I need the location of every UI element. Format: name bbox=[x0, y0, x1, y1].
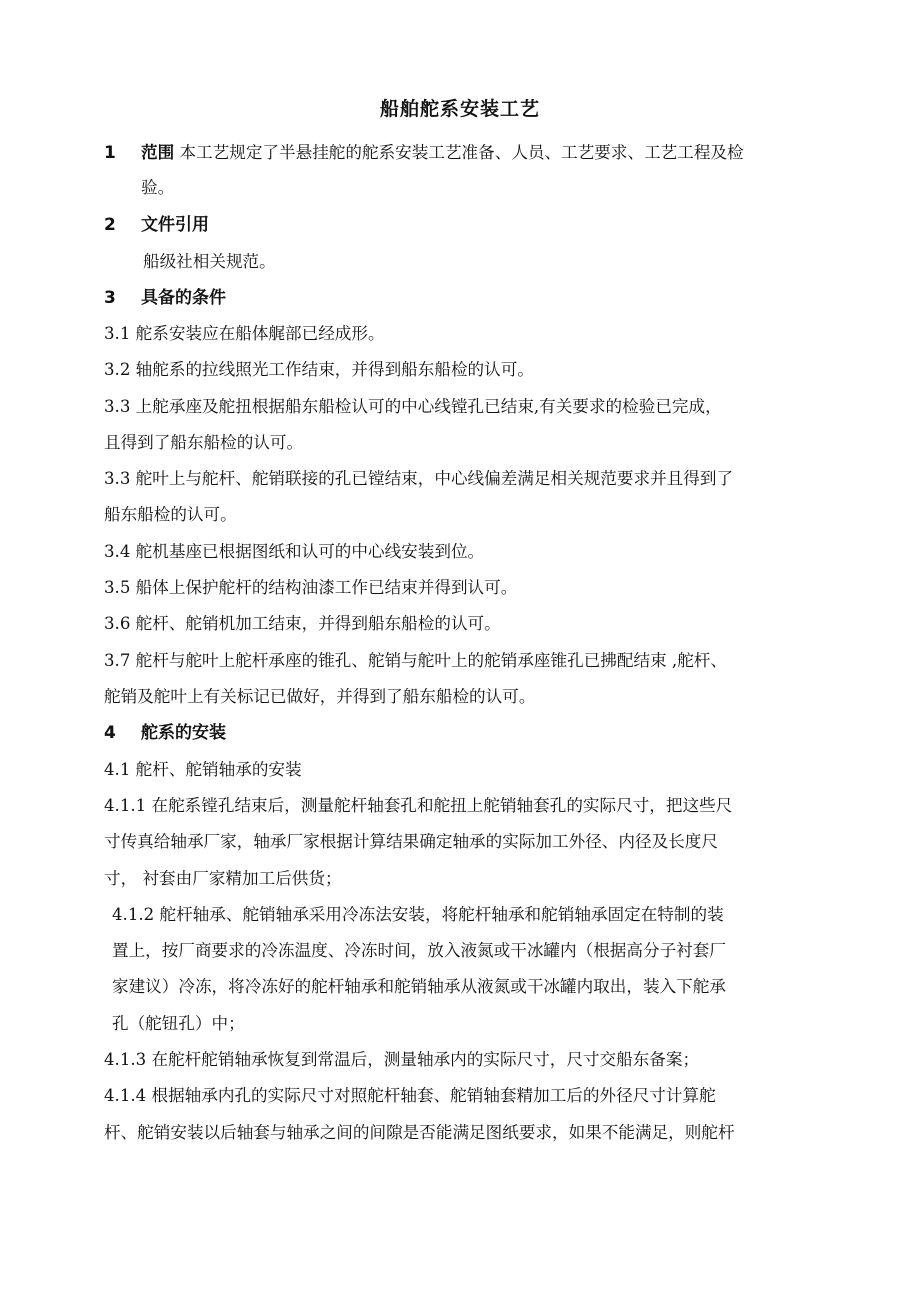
para-3-4: 3.4 舵机基座已根据图纸和认可的中心线安装到位。 bbox=[104, 542, 485, 561]
para-4-1-1-line-3: 寸， 衬套由厂家精加工后供货； bbox=[104, 869, 342, 888]
para-4-1-2-line-2: 置上，按厂商要求的冷冻温度、冷冻时间，放入液氮或干冰罐内（根据高分子衬套厂 bbox=[112, 941, 726, 960]
para-3-5: 3.5 船体上保护舵杆的结构油漆工作已结束并得到认可。 bbox=[104, 578, 518, 597]
document-title: 船舶舵系安装工艺 bbox=[379, 98, 540, 120]
section-4-heading: 舵系的安装 bbox=[141, 723, 226, 743]
para-3-2: 3.2 轴舵系的拉线照光工作结束，并得到船东船检的认可。 bbox=[104, 360, 534, 379]
section-3-heading: 具备的条件 bbox=[141, 288, 226, 308]
section-2-heading: 文件引用 bbox=[141, 215, 209, 235]
section-2-text: 船级社相关规范。 bbox=[143, 252, 276, 271]
section-3-number: 3 bbox=[104, 288, 116, 308]
para-4-1-4-line-2: 杆、舵销安装以后轴套与轴承之间的间隙是否能满足图纸要求，如果不能满足，则舵杆 bbox=[104, 1123, 735, 1142]
para-3-7-line-1: 3.7 舵杆与舵叶上舵杆承座的锥孔、舵销与舵叶上的舵销承座锥孔已拂配结束 ,舵杆、 bbox=[104, 651, 727, 670]
para-4-1: 4.1 舵杆、舵销轴承的安装 bbox=[104, 760, 302, 779]
section-2-number: 2 bbox=[104, 215, 116, 235]
section-1-text: 本工艺规定了半悬挂舵的舵系安装工艺准备、人员、工艺要求、工艺工程及检 bbox=[174, 143, 744, 162]
para-4-1-4-line-1: 4.1.4 根据轴承内孔的实际尺寸对照舵杆轴套、舵销轴套精加工后的外径尺寸计算舵 bbox=[104, 1086, 716, 1105]
para-4-1-1-line-1: 4.1.1 在舵系镗孔结束后，测量舵杆轴套孔和舵扭上舵销轴套孔的实际尺寸，把这些尺 bbox=[104, 796, 733, 815]
para-3-3a-line-2: 且得到了船东船检的认可。 bbox=[104, 433, 304, 452]
section-4-number: 4 bbox=[104, 723, 116, 743]
para-3-1: 3.1 舵系安装应在船体艉部已经成形。 bbox=[104, 324, 385, 343]
section-1-number: 1 bbox=[104, 143, 116, 163]
para-3-3b-line-1: 3.3 舵叶上与舵杆、舵销联接的孔已镗结束，中心线偏差满足相关规范要求并且得到了 bbox=[104, 469, 734, 488]
para-3-3a-line-1: 3.3 上舵承座及舵扭根据船东船检认可的中心线镗孔已结束,有关要求的检验已完成， bbox=[104, 397, 722, 416]
section-1-heading: 范围 bbox=[141, 143, 175, 162]
para-3-7-line-2: 舵销及舵叶上有关标记已做好，并得到了船东船检的认可。 bbox=[104, 687, 536, 706]
para-4-1-2-line-4: 孔（舵钮孔）中； bbox=[112, 1014, 245, 1033]
para-3-6: 3.6 舵杆、舵销机加工结束，并得到船东船检的认可。 bbox=[104, 614, 501, 633]
para-4-1-3: 4.1.3 在舵杆舵销轴承恢复到常温后，测量轴承内的实际尺寸，尺寸交船东备案； bbox=[104, 1050, 700, 1069]
para-4-1-2-line-3: 家建议）冷冻，将冷冻好的舵杆轴承和舵销轴承从液氮或干冰罐内取出，装入下舵承 bbox=[112, 977, 726, 996]
para-4-1-2-line-1: 4.1.2 舵杆轴承、舵销轴承采用冷冻法安装，将舵杆轴承和舵销轴承固定在特制的装 bbox=[112, 905, 724, 924]
para-4-1-1-line-2: 寸传真给轴承厂家，轴承厂家根据计算结果确定轴承的实际加工外径、内径及长度尺 bbox=[104, 832, 718, 851]
para-3-3b-line-2: 船东船检的认可。 bbox=[104, 505, 237, 524]
section-1-line-1 bbox=[141, 140, 744, 166]
section-1-line-2: 验。 bbox=[141, 178, 175, 197]
